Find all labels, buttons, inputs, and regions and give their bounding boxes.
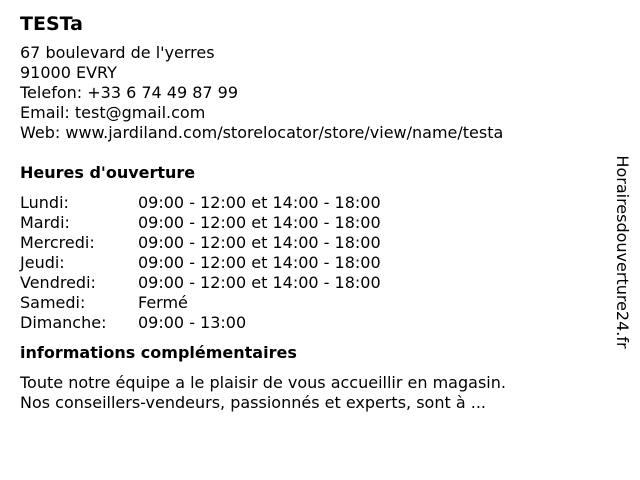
- web-text: Web: www.jardiland.com/storelocator/store/view/name/testa: [20, 123, 504, 142]
- info-heading: informations complémentaires: [20, 343, 297, 362]
- address-block: [20, 43, 610, 143]
- hours-time: Fermé: [138, 293, 188, 312]
- store-card: [20, 12, 610, 413]
- hours-row-thursday: [20, 253, 610, 273]
- address-city: 91000 EVRY: [20, 63, 117, 82]
- hours-time: 09:00 - 12:00 et 14:00 - 18:00: [138, 273, 381, 292]
- hours-time: 09:00 - 12:00 et 14:00 - 18:00: [138, 253, 381, 272]
- hours-time: 09:00 - 12:00 et 14:00 - 18:00: [138, 193, 381, 212]
- email-text: Email: test@gmail.com: [20, 103, 206, 122]
- store-name: TESTa: [20, 13, 83, 35]
- hours-row-monday: [20, 193, 610, 213]
- info-text-line-1: Toute notre équipe a le plaisir de vous accueillir en magasin.: [20, 373, 506, 392]
- hours-day: Jeudi:: [20, 253, 65, 272]
- address-street: 67 boulevard de l'yerres: [20, 43, 215, 62]
- hours-row-sunday: [20, 313, 610, 333]
- hours-time: 09:00 - 13:00: [138, 313, 247, 332]
- hours-day: Mercredi:: [20, 233, 95, 252]
- hours-time: 09:00 - 12:00 et 14:00 - 18:00: [138, 233, 381, 252]
- phone-text: Telefon: +33 6 74 49 87 99: [20, 83, 239, 102]
- hours-row-wednesday: [20, 233, 610, 253]
- hours-heading: Heures d'ouverture: [20, 163, 196, 182]
- hours-day: Dimanche:: [20, 313, 107, 332]
- hours-row-saturday: [20, 293, 610, 313]
- hours-day: Samedi:: [20, 293, 86, 312]
- hours-table: [20, 193, 610, 333]
- info-text-line-2: Nos conseillers-vendeurs, passionnés et experts, sont à ...: [20, 393, 486, 412]
- hours-row-tuesday: [20, 213, 610, 233]
- hours-day: Lundi:: [20, 193, 69, 212]
- hours-time: 09:00 - 12:00 et 14:00 - 18:00: [138, 213, 381, 232]
- site-watermark: Horairesdouverture24.fr: [613, 155, 632, 349]
- hours-day: Mardi:: [20, 213, 70, 232]
- hours-day: Vendredi:: [20, 273, 96, 292]
- hours-row-friday: [20, 273, 610, 293]
